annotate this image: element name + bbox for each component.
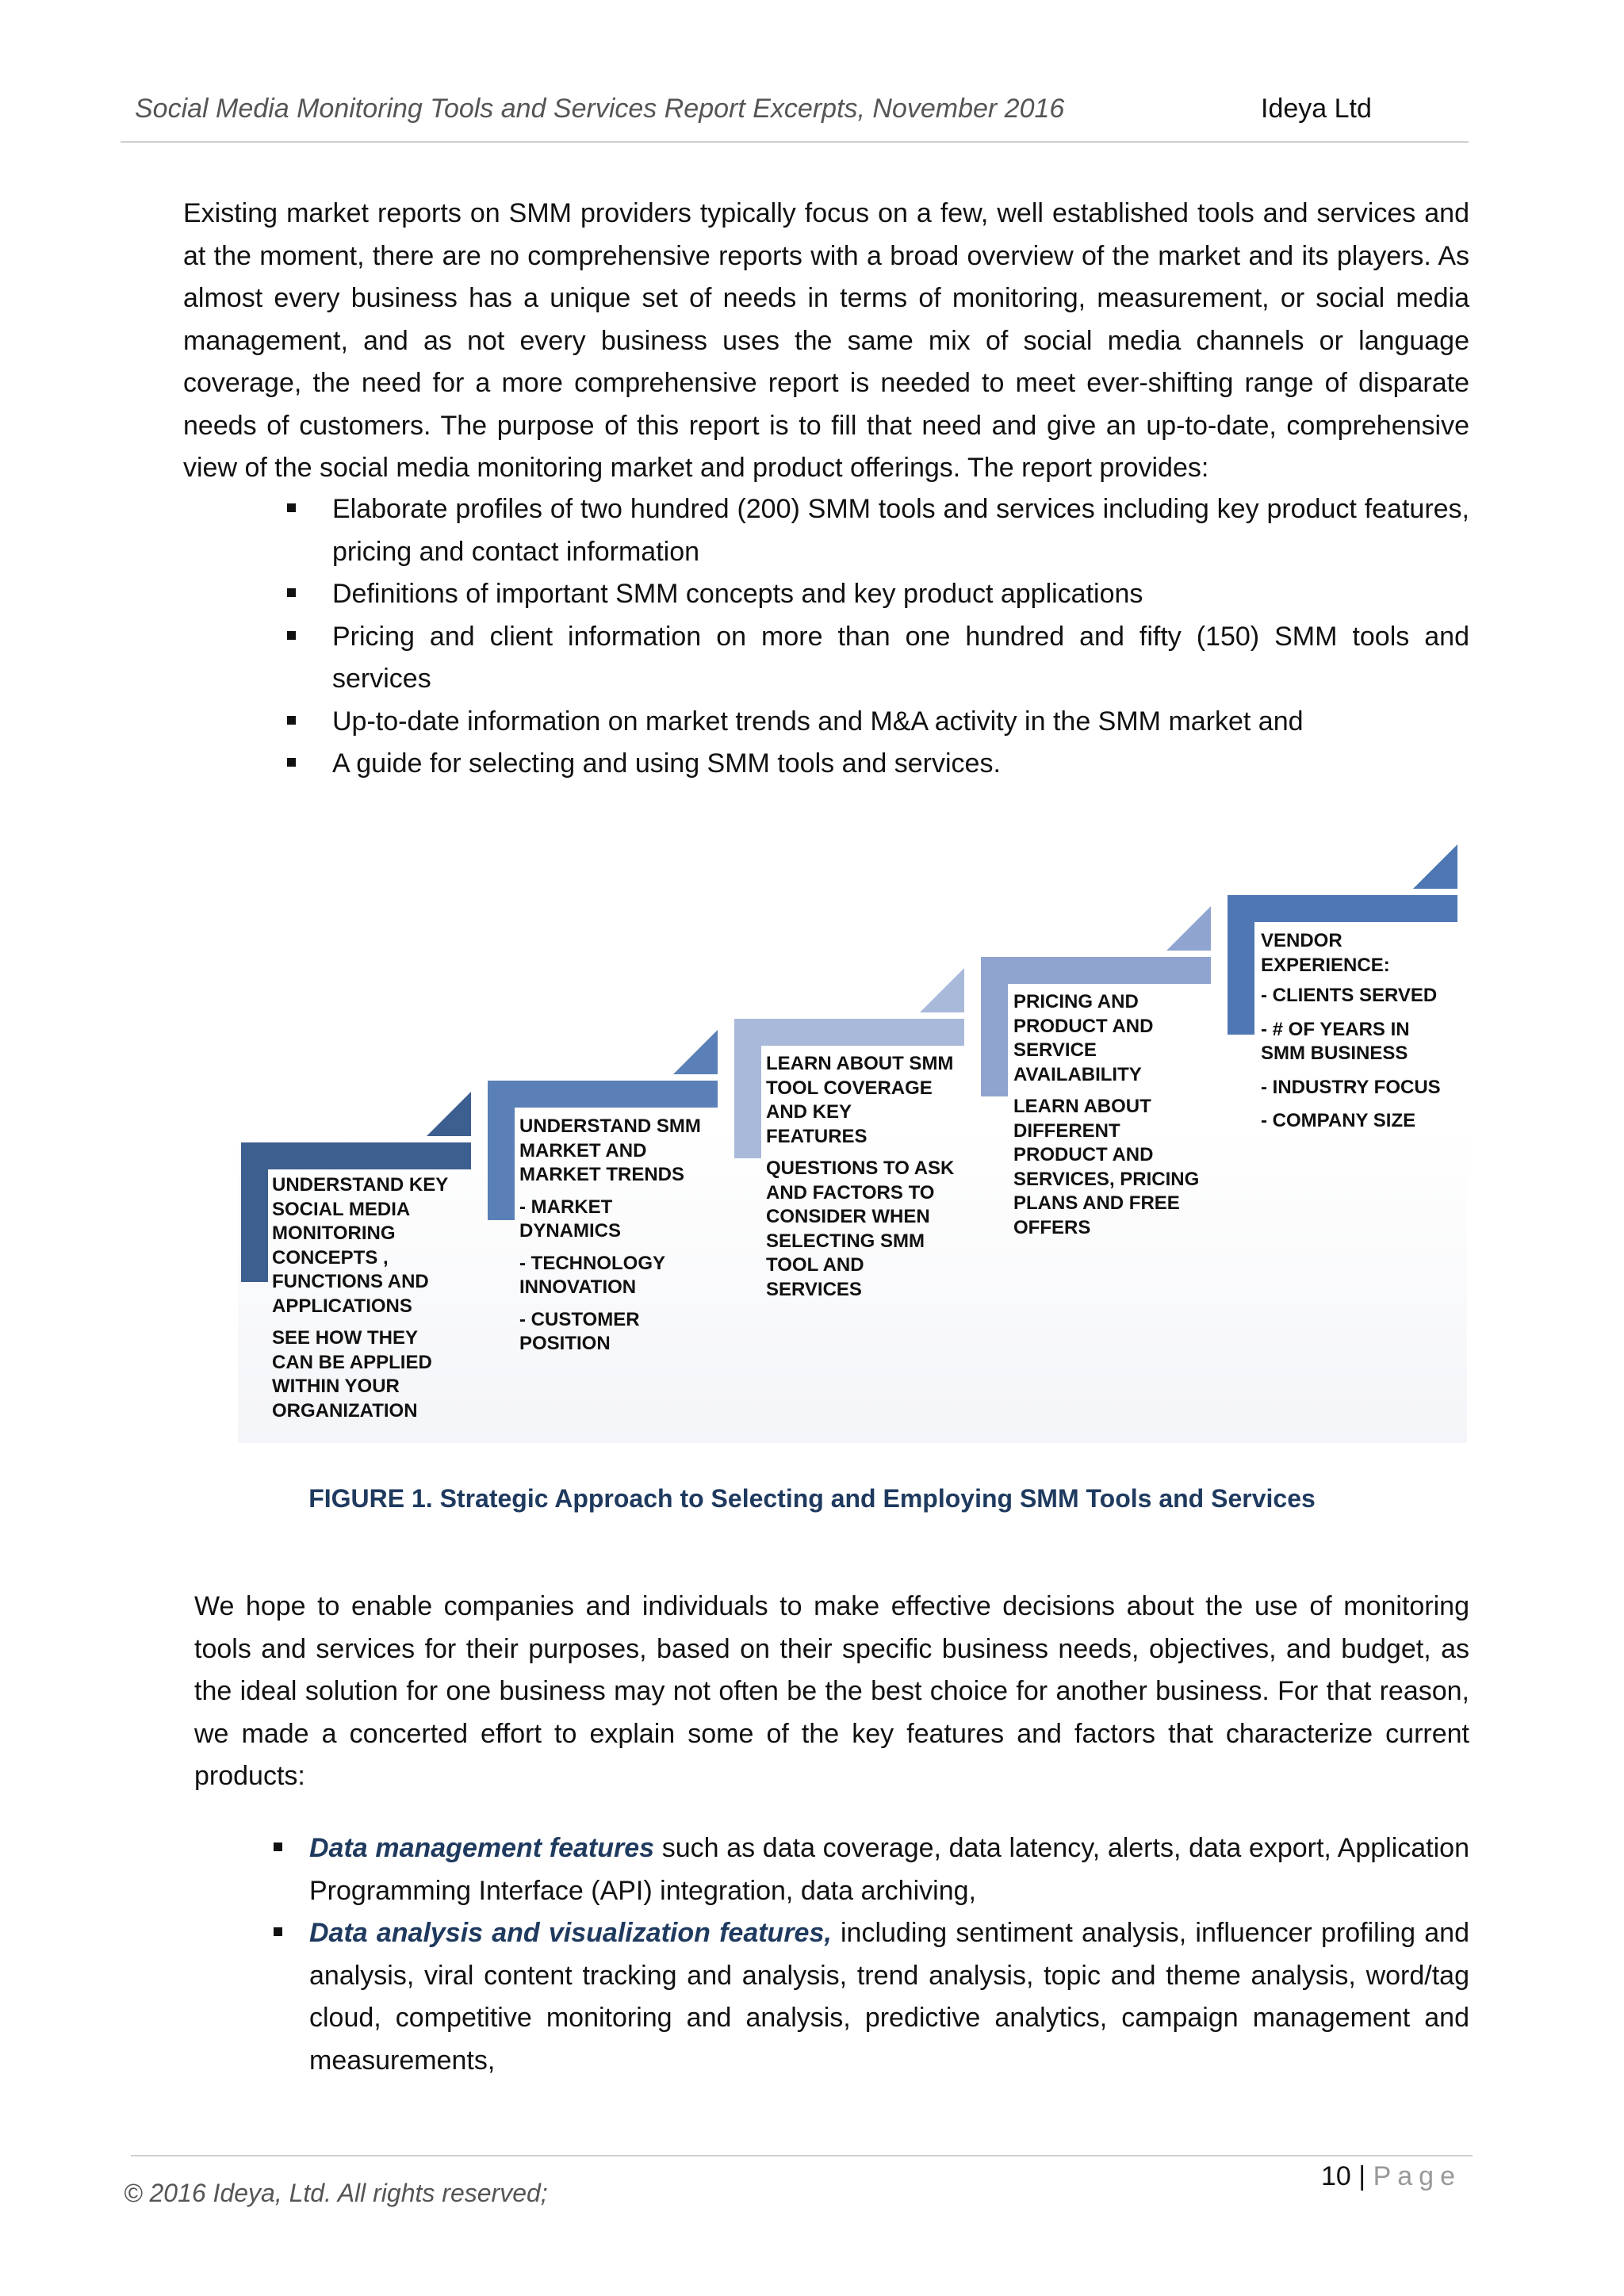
- second-paragraph: We hope to enable companies and individuals to make effective decisions about the use of monitoring tools and services for their purposes, based on their specific business needs, objectives, and budget, as the ideal solution for one business may not often be the best choice for another business. For that reason, we made a concerted effort to explain some of the key features and factors that characterize current products:: [194, 1591, 1469, 1791]
- list-item: Pricing and client information on more than one hundred and fifty (150) SMM tools and services: [332, 616, 1469, 701]
- step-5-detail: - COMPANY SIZE: [1261, 1110, 1416, 1131]
- step-3-heading: LEARN ABOUT SMM TOOL COVERAGE AND KEY FEATURES: [766, 1053, 954, 1147]
- step-2-detail: - MARKET DYNAMICS: [519, 1196, 622, 1242]
- step-2-text: [519, 1115, 710, 1364]
- step-4-heading: PRICING AND PRODUCT AND SERVICE AVAILABILITY: [1013, 991, 1154, 1085]
- company-name: Ideya Ltd: [1261, 94, 1372, 124]
- copyright-notice: © 2016 Ideya, Ltd. All rights reserved;: [124, 2179, 548, 2207]
- list-item: A guide for selecting and using SMM tools and services.: [332, 743, 1469, 786]
- footer-divider: [131, 2155, 1473, 2156]
- feature-text: including sentiment analysis, influencer profiling and analysis, viral content tracking and analysis, trend analysis, topic and theme analysis, word/tag cloud, competitive monitoring and analysis, predictive analytics, campaign management and measurements,: [309, 1918, 1469, 2076]
- page-word: Page: [1373, 2161, 1461, 2191]
- step-5-detail: - # OF YEARS IN SMM BUSINESS: [1261, 1018, 1410, 1064]
- report-header-title: Social Media Monitoring Tools and Services Report Excerpts, November 2016: [135, 94, 1065, 124]
- intro-paragraph: Existing market reports on SMM providers typically focus on a few, well established tools and services and at the moment, there are no comprehensive reports with a broad overview of the market and its players. As almost every business has a unique set of needs in terms of monitoring, measurement, or social media management, and as not every business uses the same mix of social media channels or language coverage, the need for a more comprehensive report is needed to meet ever-shifting range of disparate needs of customers. The purpose of this report is to fill that need and give an up-to-date, comprehensive view of the social media monitoring market and product offerings. The report provides:: [183, 198, 1469, 483]
- step-5-arrow-corner: [1413, 844, 1457, 889]
- step-1-heading: UNDERSTAND KEY SOCIAL MEDIA MONITORING CONCEPTS , FUNCTIONS AND APPLICATIONS: [272, 1174, 448, 1317]
- list-item: Up-to-date information on market trends and M&A activity in the SMM market and: [332, 701, 1469, 744]
- step-1-text: [272, 1173, 462, 1431]
- step-3-detail: QUESTIONS TO ASK AND FACTORS TO CONSIDER WHEN SELECTING SMM TOOL AND SERVICES: [766, 1158, 955, 1300]
- step-1-arrow-corner: [427, 1092, 471, 1136]
- step-4-arrow-corner: [1166, 906, 1211, 951]
- step-1-detail: SEE HOW THEY CAN BE APPLIED WITHIN YOUR ORGANIZATION: [272, 1327, 432, 1422]
- feature-label: Data analysis and visualization features,: [309, 1918, 832, 1948]
- list-item: Elaborate profiles of two hundred (200) SMM tools and services including key product features, pricing and contact information: [332, 488, 1469, 573]
- step-2-detail: - CUSTOMER POSITION: [519, 1308, 640, 1354]
- step-4-detail: LEARN ABOUT DIFFERENT PRODUCT AND SERVICES, PRICING PLANS AND FREE OFFERS: [1013, 1096, 1200, 1238]
- step-4-text: [1013, 990, 1204, 1248]
- feature-item: [309, 1827, 1469, 1912]
- feature-item: [309, 1912, 1469, 2082]
- step-2-detail: - TECHNOLOGY INNOVATION: [519, 1252, 665, 1298]
- step-5-text: [1261, 929, 1451, 1142]
- features-list: [309, 1827, 1469, 2082]
- feature-label: Data management features: [309, 1833, 655, 1863]
- step-3-arrow-corner: [920, 968, 964, 1012]
- step-2-heading: UNDERSTAND SMM MARKET AND MARKET TRENDS: [519, 1115, 701, 1185]
- list-item: Definitions of important SMM concepts and key product applications: [332, 573, 1469, 616]
- page-number-label: [1321, 2161, 1461, 2192]
- page-number: 10: [1321, 2161, 1351, 2191]
- figure-caption: FIGURE 1. Strategic Approach to Selecting and Employing SMM Tools and Services: [308, 1484, 1316, 1513]
- feature-text: such as data coverage, data latency, alerts, data export, Application Programming Interface (API) integration, data archiving,: [309, 1833, 1469, 1906]
- step-5-detail: - INDUSTRY FOCUS: [1261, 1076, 1441, 1098]
- step-5-heading: VENDOR EXPERIENCE:: [1261, 930, 1390, 976]
- page-separator: |: [1358, 2161, 1366, 2191]
- step-5-detail: - CLIENTS SERVED: [1261, 985, 1438, 1006]
- step-2-arrow-corner: [673, 1030, 718, 1074]
- step-3-text: [766, 1052, 956, 1310]
